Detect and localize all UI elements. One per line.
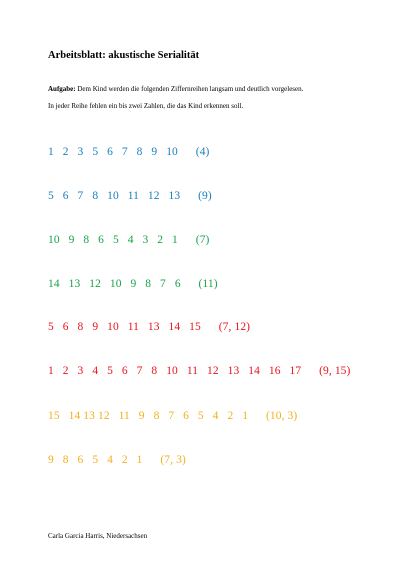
missing-numbers: (11)	[198, 278, 218, 290]
sequence-row	[48, 278, 218, 290]
sequence-numbers: 14 13 12 10 9 8 7 6	[48, 278, 181, 290]
task-line-2: In jeder Reihe fehlen ein bis zwei Zahlen, die das Kind erkennen soll.	[48, 102, 244, 110]
missing-numbers: (9, 15)	[319, 365, 351, 377]
missing-numbers: (7)	[195, 234, 210, 246]
missing-numbers: (10, 3)	[265, 410, 298, 422]
missing-numbers: (4)	[195, 146, 210, 158]
sequence-numbers: 5 6 8 9 10 11 13 14 15	[48, 321, 201, 333]
sequence-numbers: 10 9 8 6 5 4 3 2 1	[48, 234, 178, 246]
sequence-row	[48, 146, 209, 158]
sequence-row	[48, 454, 186, 466]
sequence-row	[48, 234, 209, 246]
sequence-numbers: 1 2 3 5 6 7 8 9 10	[48, 146, 178, 158]
task-label: Aufgabe:	[48, 85, 76, 93]
missing-numbers: (9)	[198, 190, 212, 202]
sequence-row	[48, 365, 350, 377]
sequence-row	[48, 190, 212, 202]
task-description	[48, 81, 378, 115]
page-title: Arbeitsblatt: akustische Serialität	[48, 50, 200, 61]
sequence-row	[48, 321, 250, 333]
task-text-1: Dem Kind werden die folgenden Ziffernreihen langsam und deutlich vorgelesen.	[75, 85, 304, 93]
sequence-numbers: 9 8 6 5 4 2 1	[48, 454, 143, 466]
sequence-row	[48, 410, 297, 422]
sequence-numbers: 5 6 7 8 10 11 12 13	[48, 190, 181, 202]
sequence-numbers: 15 14 13 12 11 9 8 7 6 5 4 2 1	[48, 410, 249, 422]
author-footer: Carla Garcia Harris, Niedersachsen	[48, 532, 148, 540]
task-line-1	[48, 81, 378, 98]
missing-numbers: (7, 3)	[160, 454, 186, 466]
missing-numbers: (7, 12)	[218, 321, 251, 333]
sequence-numbers: 1 2 3 4 5 6 7 8 10 11 12 13 14 16 17	[48, 365, 302, 377]
